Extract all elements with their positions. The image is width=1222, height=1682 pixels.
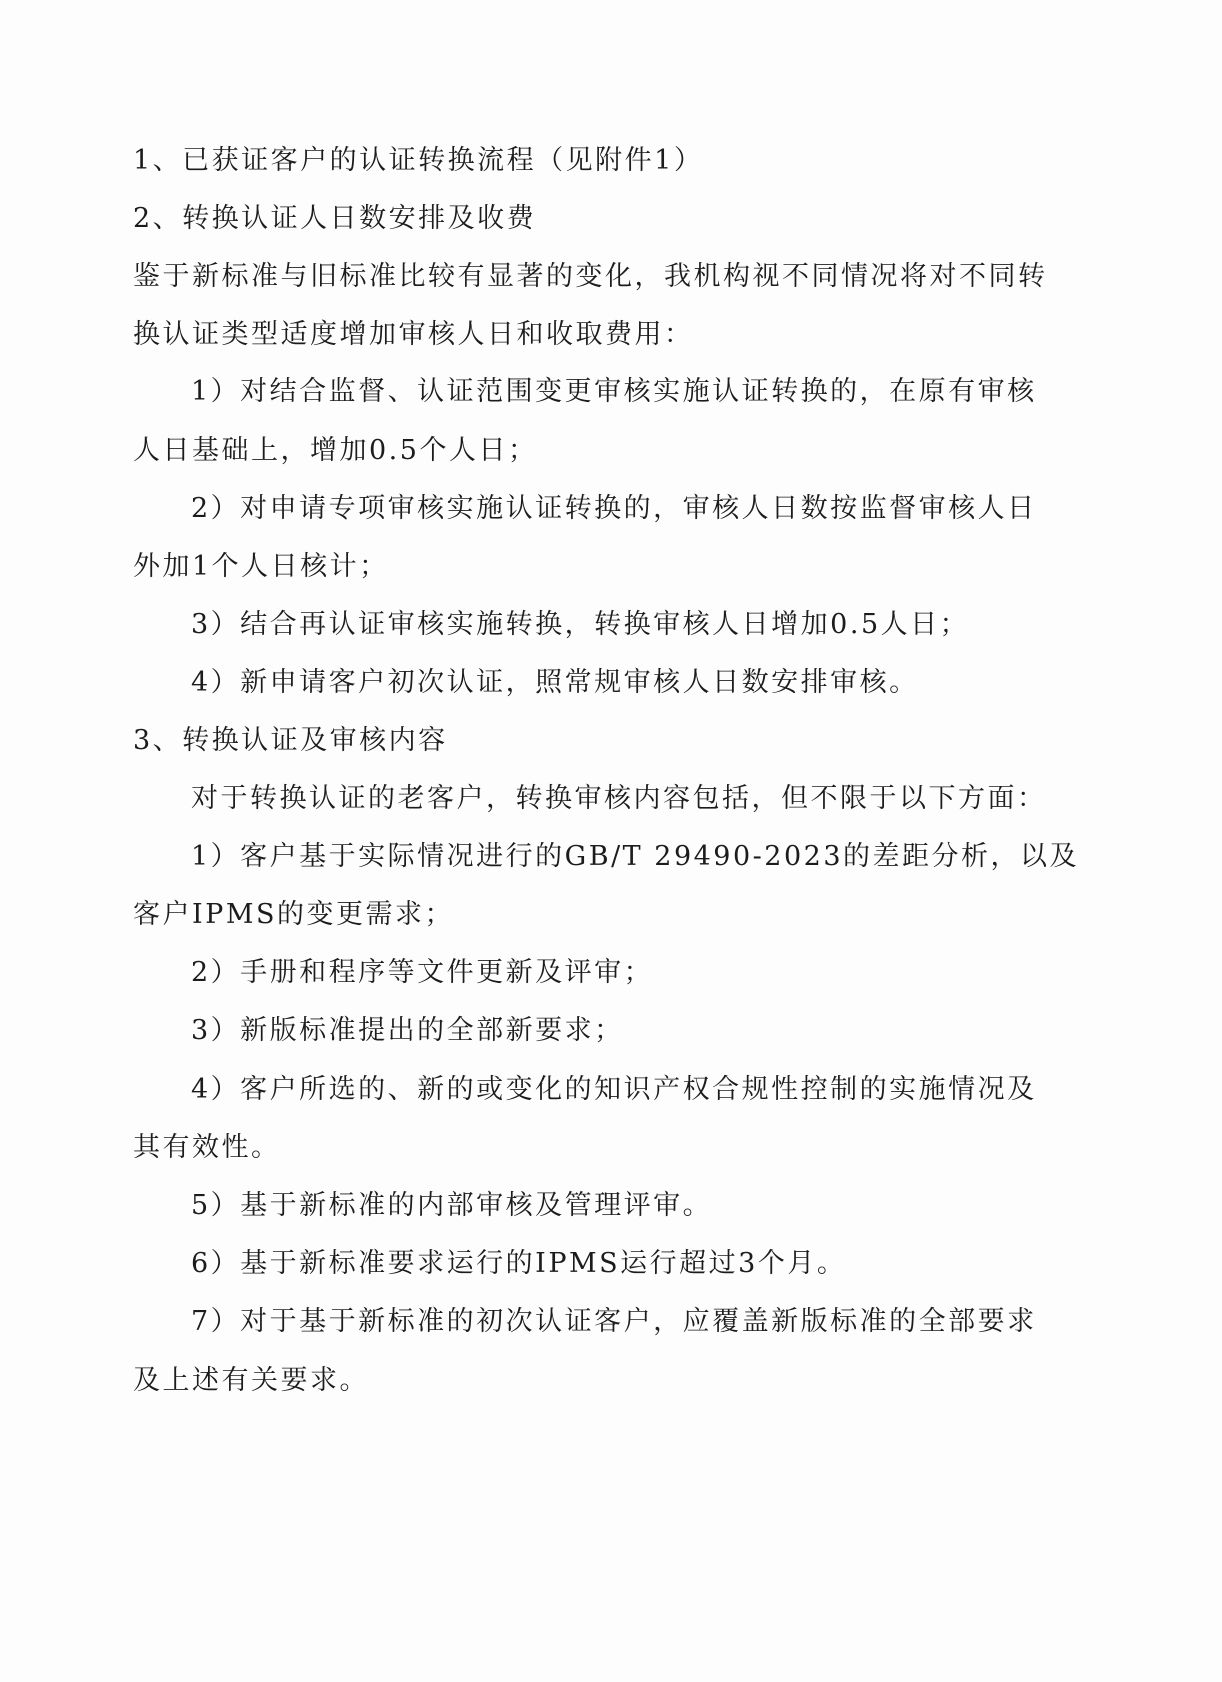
- list-item-line: 客户IPMS的变更需求；: [133, 899, 454, 930]
- list-item-line: 及上述有关要求。: [133, 1365, 369, 1396]
- list-item-line: 4）客户所选的、新的或变化的知识产权合规性控制的实施情况及: [191, 1074, 1037, 1105]
- list-item-line: 1）对结合监督、认证范围变更审核实施认证转换的，在原有审核: [191, 376, 1037, 407]
- list-item-line: 人日基础上，增加0.5个人日；: [133, 435, 538, 466]
- list-item-line: 5）基于新标准的内部审核及管理评审。: [191, 1190, 713, 1221]
- list-item-line: 3）新版标准提出的全部新要求；: [191, 1015, 624, 1046]
- list-item-line: 外加1个人日核计；: [133, 551, 389, 582]
- list-item-line: 2）对申请专项审核实施认证转换的，审核人日数按监督审核人日: [191, 493, 1037, 524]
- paragraph-line: 鉴于新标准与旧标准比较有显著的变化，我机构视不同情况将对不同转: [133, 261, 1048, 292]
- heading-section-3: 3、转换认证及审核内容: [133, 725, 448, 756]
- paragraph-line: 对于转换认证的老客户，转换审核内容包括，但不限于以下方面：: [191, 783, 1047, 814]
- heading-section-1: 1、已获证客户的认证转换流程（见附件1）: [133, 145, 704, 176]
- list-item-line: 1）客户基于实际情况进行的GB/T 29490-2023的差距分析，以及: [191, 841, 1080, 872]
- list-item-line: 其有效性。: [133, 1132, 281, 1163]
- list-item-line: 2）手册和程序等文件更新及评审；: [191, 957, 654, 988]
- list-item-line: 6）基于新标准要求运行的IPMS运行超过3个月。: [191, 1248, 847, 1279]
- list-item-line: 7）对于基于新标准的初次认证客户，应覆盖新版标准的全部要求: [191, 1306, 1037, 1337]
- heading-section-2: 2、转换认证人日数安排及收费: [133, 203, 537, 234]
- list-item-line: 3）结合再认证审核实施转换，转换审核人日增加0.5人日；: [191, 609, 970, 640]
- paragraph-line: 换认证类型适度增加审核人日和收取费用：: [133, 319, 694, 350]
- list-item-line: 4）新申请客户初次认证，照常规审核人日数安排审核。: [191, 667, 919, 698]
